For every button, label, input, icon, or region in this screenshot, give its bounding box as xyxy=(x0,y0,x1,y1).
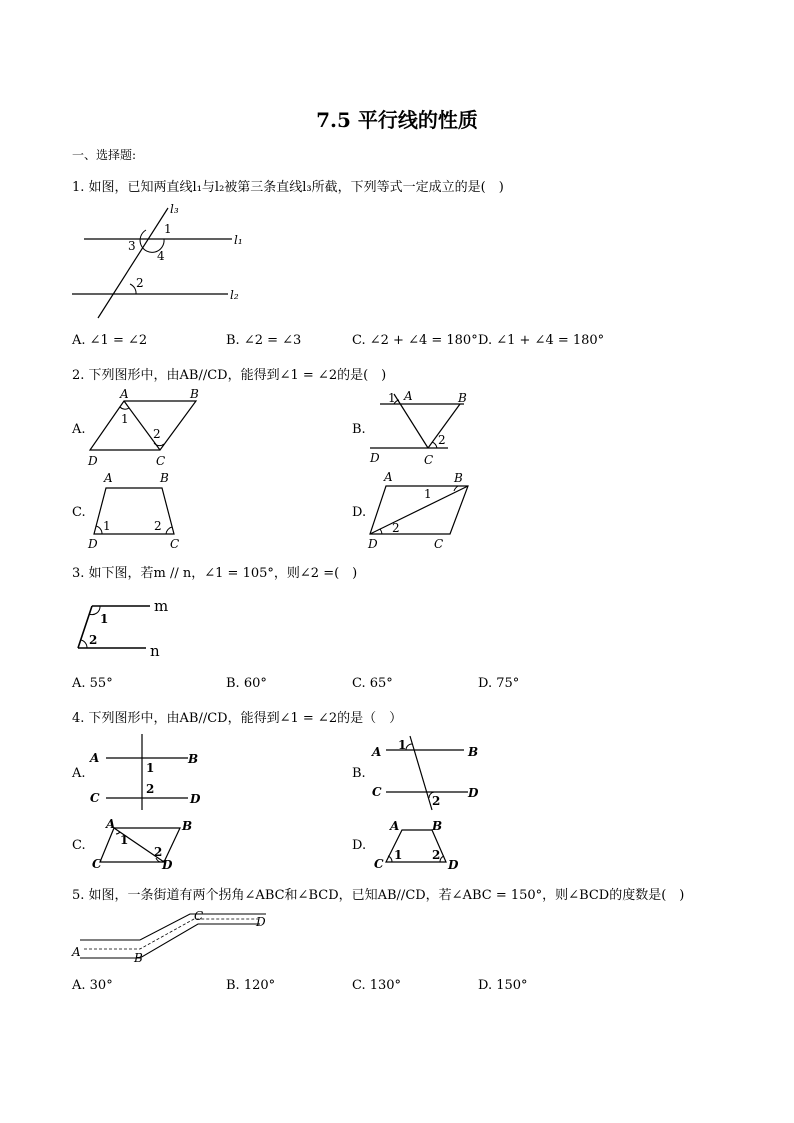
q3-option-c[interactable]: C. 65° xyxy=(352,676,393,691)
figure-label: A xyxy=(72,945,81,959)
label-angle3: 3 xyxy=(128,239,136,253)
q4-option-a[interactable]: A. xyxy=(72,766,86,781)
label-angle2: 2 xyxy=(136,276,144,290)
q1-option-c[interactable]: C. ∠2 + ∠4 = 180° xyxy=(352,333,478,348)
q1-option-b[interactable]: B. ∠2 = ∠3 xyxy=(226,333,302,348)
figure-label: D xyxy=(368,537,378,550)
figure-label: A xyxy=(390,819,400,833)
figure-label: m xyxy=(154,597,169,615)
figure-label: 2 xyxy=(438,433,446,447)
q1-option-a[interactable]: A. ∠1 = ∠2 xyxy=(72,333,148,348)
figure-label: 1 xyxy=(121,412,129,426)
q4-stem: 4. 下列图形中，由AB//CD，能得到∠1 = ∠2的是（ ） xyxy=(72,711,403,726)
figure-label: D xyxy=(448,858,459,872)
q5-option-b[interactable]: B. 120° xyxy=(226,978,276,993)
q3-option-a[interactable]: A. 55° xyxy=(72,676,113,691)
figure-label: 2 xyxy=(392,521,400,535)
figure-label: C xyxy=(170,537,180,550)
figure-label: 2 xyxy=(154,845,163,859)
q2-option-b[interactable]: B. xyxy=(352,422,366,437)
q3-option-b[interactable]: B. 60° xyxy=(226,676,267,691)
figure-label: C xyxy=(194,909,204,923)
q1-option-d[interactable]: D. ∠1 + ∠4 = 180° xyxy=(478,333,605,348)
q5-option-d[interactable]: D. 150° xyxy=(478,978,528,993)
q5-figure xyxy=(70,906,280,966)
figure-label: B xyxy=(432,819,443,833)
figure-label: D xyxy=(88,537,98,550)
q2-stem: 2. 下列图形中，由AB//CD，能得到∠1 = ∠2的是( ) xyxy=(72,368,387,383)
figure-label: B xyxy=(468,745,479,759)
figure-label: C xyxy=(374,857,384,871)
figure-label: D xyxy=(88,454,98,468)
q4-option-d[interactable]: D. xyxy=(352,838,367,853)
figure-label: 2 xyxy=(146,782,155,796)
figure-label: A xyxy=(372,745,382,759)
q3-option-d[interactable]: D. 75° xyxy=(478,676,520,691)
figure-label: n xyxy=(150,642,160,660)
figure-label: C xyxy=(90,791,100,805)
figure-label: B xyxy=(134,951,143,965)
figure-label: 2 xyxy=(89,633,98,647)
figure-label: 1 xyxy=(394,848,403,862)
figure-label: D xyxy=(162,858,173,872)
q5-option-a[interactable]: A. 30° xyxy=(72,978,113,993)
figure-label: A xyxy=(120,387,129,401)
q2-option-d[interactable]: D. xyxy=(352,505,367,520)
figure-label: B xyxy=(190,387,199,401)
q2-figure-b xyxy=(364,386,484,468)
figure-label: A xyxy=(384,470,393,484)
figure-label: B xyxy=(160,471,169,485)
figure-label: A xyxy=(104,471,113,485)
q4-figure-c xyxy=(88,814,208,872)
q4-figure-a xyxy=(86,730,216,812)
q4-figure-b xyxy=(368,730,488,812)
figure-label: D xyxy=(370,451,380,465)
figure-label: 2 xyxy=(154,519,162,533)
label-l3: l₃ xyxy=(170,202,179,216)
figure-label: D xyxy=(190,792,201,806)
q4-option-b[interactable]: B. xyxy=(352,766,366,781)
line-l3 xyxy=(98,208,168,318)
q2-figure-c xyxy=(84,470,194,550)
q5-option-c[interactable]: C. 130° xyxy=(352,978,402,993)
figure-label: B xyxy=(182,819,193,833)
q1-stem: 1. 如图，已知两直线l₁与l₂被第三条直线l₃所截，下列等式一定成立的是( ) xyxy=(72,180,504,195)
label-l1: l₁ xyxy=(234,233,243,247)
figure-label: A xyxy=(90,751,100,765)
figure-label: C xyxy=(156,454,166,468)
label-l2: l₂ xyxy=(230,288,239,302)
figure-label: B xyxy=(188,752,199,766)
figure-label: A xyxy=(404,389,413,403)
figure-label: 1 xyxy=(103,519,111,533)
figure-label: D xyxy=(468,786,479,800)
figure-label: C xyxy=(92,857,102,871)
figure-label: A xyxy=(106,817,116,831)
page-title: 7.5 平行线的性质 xyxy=(316,108,478,132)
figure-label: C xyxy=(372,785,382,799)
figure-label: 2 xyxy=(432,794,441,808)
figure-label: 1 xyxy=(388,391,396,405)
q5-stem: 5. 如图，一条街道有两个拐角∠ABC和∠BCD，已知AB//CD，若∠ABC = 150°，则∠BCD的度数是( ) xyxy=(72,888,685,903)
figure-label: 2 xyxy=(153,427,161,441)
figure-label: D xyxy=(256,915,266,929)
figure-label: 1 xyxy=(120,833,129,847)
section-heading: 一、选择题: xyxy=(72,148,137,162)
q4-figure-d xyxy=(370,814,470,872)
q2-option-a[interactable]: A. xyxy=(72,422,86,437)
figure-label: 1 xyxy=(424,487,432,501)
figure-label: 1 xyxy=(100,612,109,626)
q3-stem: 3. 如下图，若m // n，∠1 = 105°，则∠2 =( ) xyxy=(72,566,358,581)
figure-label: 1 xyxy=(398,738,407,752)
q2-figure-d xyxy=(364,470,484,550)
q2-option-c[interactable]: C. xyxy=(72,505,86,520)
figure-label: B xyxy=(454,471,463,485)
figure-label: C xyxy=(424,453,434,467)
figure-label: 2 xyxy=(432,848,441,862)
label-angle1: 1 xyxy=(164,222,172,236)
label-angle4: 4 xyxy=(157,249,165,263)
q3-figure xyxy=(70,596,180,660)
q2-figure-a xyxy=(84,386,214,468)
q4-option-c[interactable]: C. xyxy=(72,838,86,853)
figure-label: 1 xyxy=(146,761,155,775)
figure-label: C xyxy=(434,537,444,550)
q1-figure xyxy=(60,198,260,323)
figure-label: B xyxy=(458,391,467,405)
